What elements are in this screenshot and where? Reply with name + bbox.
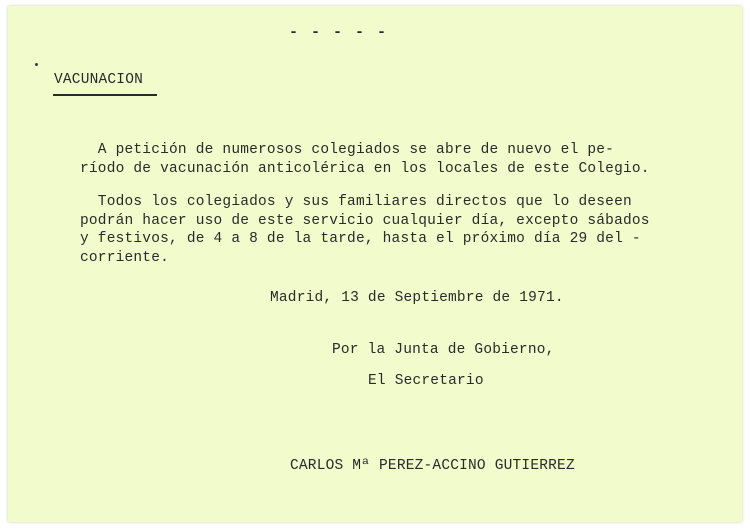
paragraph-line: Todos los colegiados y sus familiares directos que lo deseen — [80, 194, 632, 210]
document-page — [8, 6, 742, 522]
paragraph-vaccination-period — [80, 141, 650, 178]
signature-role: El Secretario — [368, 373, 484, 389]
header-ornament: - - - - - — [289, 24, 389, 41]
paragraph-line: A petición de numerosos colegiados se abre de nuevo el pe- — [80, 142, 615, 158]
paragraph-line: podrán hacer uso de este servicio cualquier día, excepto sábados — [80, 212, 650, 229]
paragraph-line: ríodo de vacunación anticolérica en los locales de este Colegio. — [80, 160, 650, 177]
signature-on-behalf: Por la Junta de Gobierno, — [332, 342, 555, 358]
paragraph-service-hours — [80, 193, 650, 267]
date-line: Madrid, 13 de Septiembre de 1971. — [270, 290, 564, 306]
document-heading: VACUNACION — [54, 72, 144, 88]
ink-speck — [35, 63, 38, 66]
heading-underline — [53, 94, 157, 96]
paragraph-line: y festivos, de 4 a 8 de la tarde, hasta el próximo día 29 del - — [80, 231, 641, 247]
signer-name: CARLOS Mª PEREZ-ACCINO GUTIERREZ — [290, 458, 575, 474]
paragraph-line: corriente. — [80, 249, 170, 266]
